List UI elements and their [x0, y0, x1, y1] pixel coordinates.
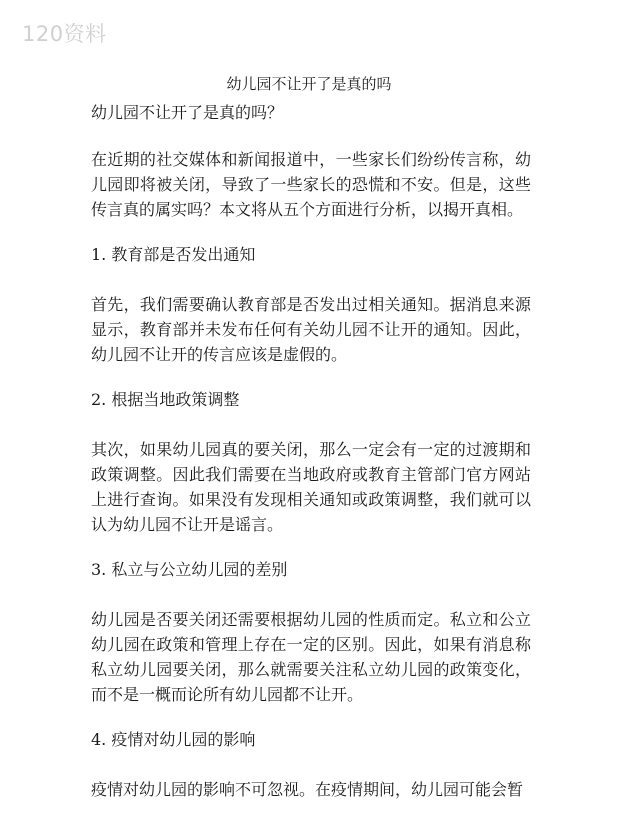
section-heading-2: 2. 根据当地政策调整	[91, 390, 240, 409]
section-heading-4: 4. 疫情对幼儿园的影响	[91, 730, 256, 749]
section-heading-3: 3. 私立与公立幼儿园的差别	[91, 560, 288, 579]
section-heading-1: 1. 教育部是否发出通知	[91, 245, 256, 264]
section-body-4: 疫情对幼儿园的影响不可忽视。在疫情期间，幼儿园可能会暂	[91, 780, 524, 799]
page-title: 幼儿园不让开了是真的吗	[226, 75, 392, 93]
intro-paragraph: 在近期的社交媒体和新闻报道中，一些家长们纷纷传言称，幼儿园即将被关闭，导致了一些家长的恐慌和不安。但是，这些传言真的属实吗？本文将从五个方面进行分析，以揭开真相。	[91, 150, 531, 219]
document-subtitle: 幼儿园不让开了是真的吗？	[91, 103, 284, 122]
document-body	[91, 101, 531, 823]
section-body-2: 其次，如果幼儿园真的要关闭，那么一定会有一定的过渡期和政策调整。因此我们需要在当地政府或教育主管部门官方网站上进行查询。如果没有发现相关通知或政策调整，我们就可以认为幼儿园不让开是谣言。	[91, 440, 531, 534]
section-body-1: 首先，我们需要确认教育部是否发出过相关通知。据消息来源显示，教育部并未发布任何有关幼儿园不让开的通知。因此，幼儿园不让开的传言应该是虚假的。	[91, 295, 531, 364]
section-body-3: 幼儿园是否要关闭还需要根据幼儿园的性质而定。私立和公立幼儿园在政策和管理上存在一定的区别。因此，如果有消息称私立幼儿园要关闭，那么就需要关注私立幼儿园的政策变化，而不是一概而论所有幼儿园都不让开。	[91, 610, 531, 704]
watermark-logo: 120资料	[22, 22, 107, 46]
